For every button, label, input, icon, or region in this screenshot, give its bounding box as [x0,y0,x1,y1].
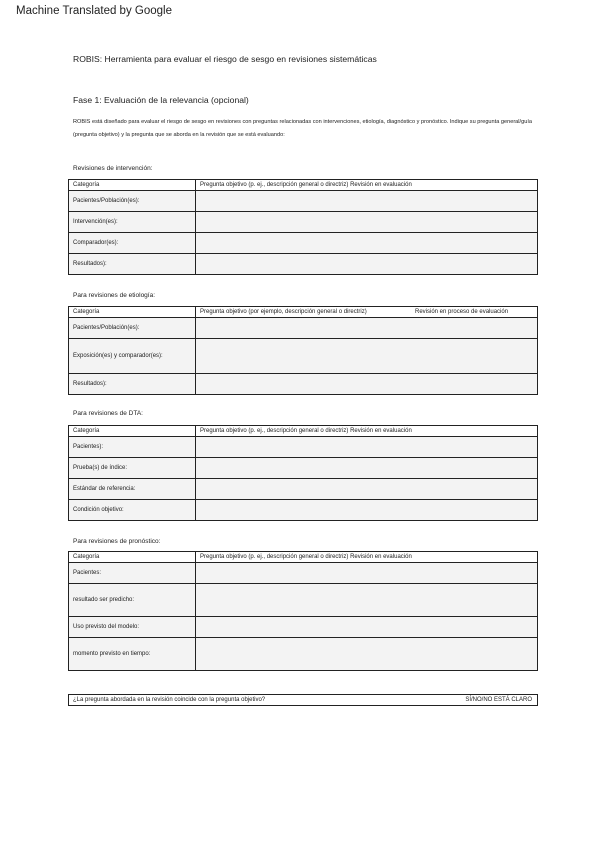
header-target-question: Pregunta objetivo (por ejemplo, descripción general o directriz) [196,307,412,318]
cell-input[interactable] [196,584,538,617]
section-label-etiology: Para revisiones de etiología: [73,292,156,299]
cell-input[interactable] [196,339,538,374]
header-target-question: Pregunta objetivo (p. ej., descripción general o directriz) Revisión en evaluación [196,552,538,563]
cell-input[interactable] [196,458,538,479]
final-question-row [68,694,538,706]
machine-translated-note: Machine Translated by Google [16,5,172,17]
cell-input[interactable] [196,563,538,584]
header-target-question: Pregunta objetivo (p. ej., descripción general o directriz) Revisión en evaluación [196,426,538,437]
row-label-comparator: Comparador(es): [69,233,196,254]
document-title: ROBIS: Herramienta para evaluar el riesgo de sesgo en revisiones sistemáticas [73,54,377,64]
prognosis-table [68,551,538,671]
row-label-intended-moment: momento previsto en tiempo: [69,638,196,671]
header-category: Categoría [69,307,196,318]
cell-input[interactable] [196,437,538,458]
row-label-index-test: Prueba(s) de índice: [69,458,196,479]
intervention-table [68,179,538,275]
intro-paragraph: ROBIS está diseñado para evaluar el riesgo de sesgo en revisiones con preguntas relacionadas con intervenciones, etiología, diagnóstico y pronóstico. Indique su pregunta general/guía (pregunta objetivo) y la pregunta que se aborda en la revisión que se está evaluando: [73,119,532,138]
header-category: Categoría [69,426,196,437]
cell-input[interactable] [196,254,538,275]
row-label-outcomes: Resultados): [69,374,196,395]
header-target-question: Pregunta objetivo (p. ej., descripción general o directriz) Revisión en evaluación [196,180,538,191]
header-category: Categoría [69,180,196,191]
row-label-reference-standard: Estándar de referencia: [69,479,196,500]
final-question-answer[interactable]: SÍ/NO/NO ESTÁ CLARO [465,697,532,703]
phase-heading: Fase 1: Evaluación de la relevancia (opcional) [73,95,249,105]
row-label-outcomes: Resultados): [69,254,196,275]
cell-input[interactable] [196,212,538,233]
row-label-outcome-predicted: resultado ser predicho: [69,584,196,617]
row-label-patients: Pacientes/Población(es): [69,191,196,212]
row-label-intervention: Intervención(es): [69,212,196,233]
row-label-patients: Pacientes/Población(es): [69,318,196,339]
section-label-dta: Para revisiones de DTA: [73,410,143,417]
cell-input[interactable] [196,318,538,339]
row-label-exposure: Exposición(es) y comparador(es): [69,339,196,374]
row-label-patients: Pacientes: [69,563,196,584]
cell-input[interactable] [196,479,538,500]
cell-input[interactable] [196,374,538,395]
section-label-intervention: Revisiones de intervención: [73,165,153,172]
header-review-under-evaluation: Revisión en proceso de evaluación [411,307,538,318]
dta-table [68,425,538,521]
cell-input[interactable] [196,617,538,638]
cell-input[interactable] [196,500,538,521]
cell-input[interactable] [196,233,538,254]
header-category: Categoría [69,552,196,563]
section-label-prognosis: Para revisiones de pronóstico: [73,538,161,545]
cell-input[interactable] [196,191,538,212]
row-label-patients: Pacientes): [69,437,196,458]
etiology-table [68,306,538,395]
final-question-text: ¿La pregunta abordada en la revisión coincide con la pregunta objetivo? [73,697,266,703]
row-label-target-condition: Condición objetivo: [69,500,196,521]
cell-input[interactable] [196,638,538,671]
row-label-intended-use: Uso previsto del modelo: [69,617,196,638]
